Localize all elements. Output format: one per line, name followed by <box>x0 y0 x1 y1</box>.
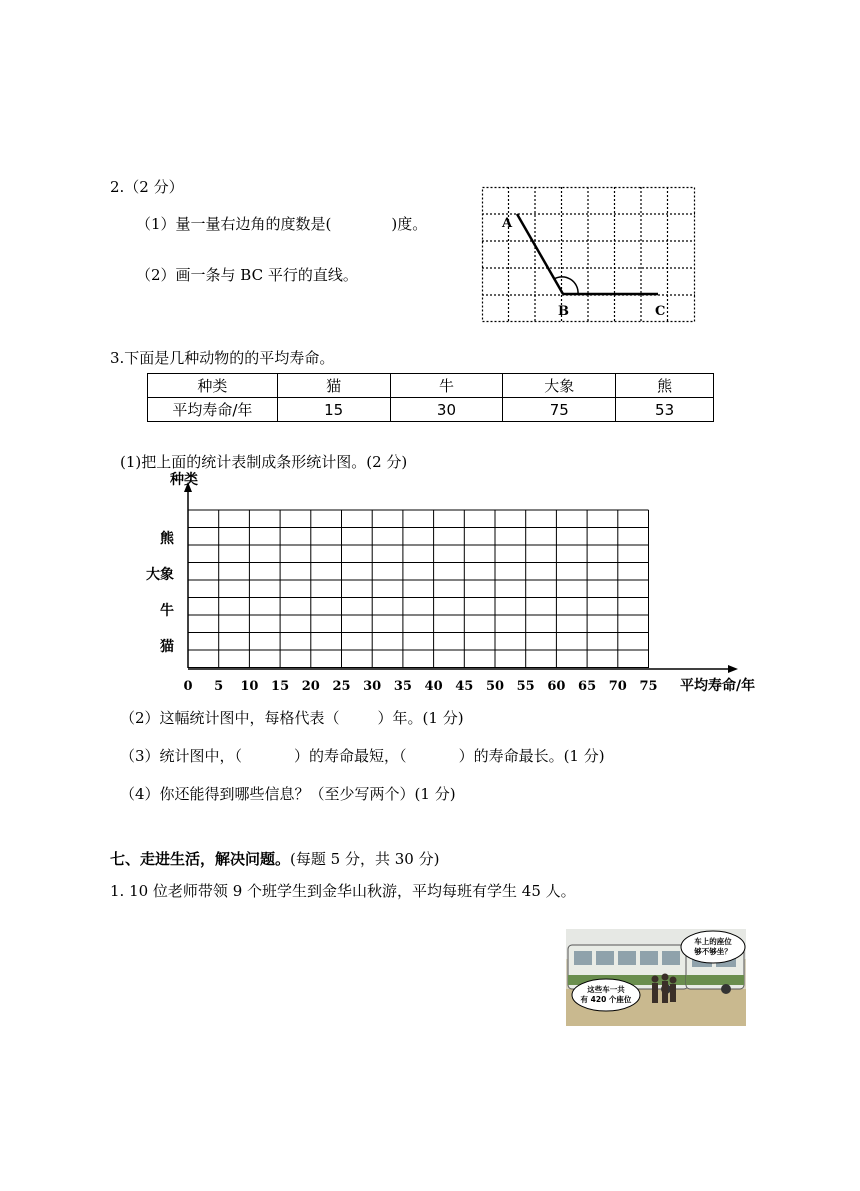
category-label: 熊 <box>160 531 174 547</box>
tick-label: 25 <box>332 679 351 694</box>
q3-part3-text-a: （3）统计图中，（ <box>120 747 243 765</box>
category-labels <box>146 530 175 655</box>
y-axis-label: 种类 <box>170 472 198 488</box>
q3-part3-text-b: ）的寿命最短，（ <box>294 747 407 765</box>
angle-diagram <box>482 187 696 323</box>
speech-bubble-bottom <box>572 979 640 1011</box>
q3-part3 <box>120 745 605 766</box>
q2-part1 <box>136 213 427 234</box>
tick-label: 70 <box>608 679 627 694</box>
x-axis-label: 平均寿命/年 <box>680 678 756 694</box>
point-a-label: A <box>502 216 513 231</box>
bubble-top-line1: 车上的座位 <box>694 937 732 946</box>
q3-part2 <box>120 707 464 728</box>
q3-heading: 3.下面是几种动物的的平均寿命。 <box>110 349 335 367</box>
tick-label: 45 <box>455 679 474 694</box>
table-cell: 熊 <box>616 374 714 398</box>
section7-note: (每题 5 分，共 30 分) <box>290 850 440 868</box>
bubble-bottom-line2: 有 420 个座位 <box>580 995 632 1004</box>
q2-part1-text: （1）量一量右边角的度数是( <box>136 215 332 233</box>
people-icon <box>652 974 677 1004</box>
q3-part3-text-c: ）的寿命最长。(1 分) <box>458 747 605 765</box>
tick-label: 60 <box>547 679 566 694</box>
tick-label: 20 <box>301 679 320 694</box>
table-cell: 15 <box>277 398 390 422</box>
tick-label: 10 <box>240 679 259 694</box>
bubble-bottom-line1: 这些车一共 <box>587 985 625 994</box>
bus-scene-picture <box>566 929 746 1026</box>
table-cell: 大象 <box>503 374 616 398</box>
q3-part2-tail: ）年。(1 分) <box>377 709 464 727</box>
category-label: 牛 <box>160 603 174 619</box>
q2-part2: （2）画一条与 BC 平行的直线。 <box>136 266 358 284</box>
tick-label: 75 <box>639 679 658 694</box>
chart-axes <box>184 482 738 673</box>
q2-heading: 2.（2 分） <box>110 178 184 196</box>
segment-ab <box>517 214 563 294</box>
tick-label: 30 <box>363 679 382 694</box>
table-cell: 平均寿命/年 <box>148 398 278 422</box>
point-b-label: B <box>558 304 569 319</box>
q3-part1: (1)把上面的统计表制成条形统计图。(2 分) <box>120 453 408 471</box>
section7-q1: 1. 10 位老师带领 9 个班学生到金华山秋游，平均每班有学生 45 人。 <box>110 882 576 900</box>
tick-labels <box>183 679 657 694</box>
table-cell: 猫 <box>277 374 390 398</box>
tick-label: 40 <box>424 679 443 694</box>
speech-bubble-top <box>681 931 745 963</box>
x-axis-arrow-icon <box>728 665 738 673</box>
point-c-label: C <box>655 304 666 319</box>
table-cell: 牛 <box>390 374 503 398</box>
table-cell: 53 <box>616 398 714 422</box>
tick-label: 65 <box>578 679 597 694</box>
table-row <box>148 374 714 398</box>
table-cell: 30 <box>390 398 503 422</box>
section7-heading <box>110 848 439 869</box>
tick-label: 5 <box>214 679 224 694</box>
tick-label: 0 <box>183 679 193 694</box>
table-row <box>148 398 714 422</box>
section7-title: 七、走进生活，解决问题。 <box>110 850 291 868</box>
chart-grid <box>188 510 649 668</box>
q2-part1-tail: )度。 <box>391 215 428 233</box>
table-cell: 75 <box>503 398 616 422</box>
tick-label: 15 <box>271 679 290 694</box>
q3-part2-text: （2）这幅统计图中，每格代表（ <box>120 709 340 727</box>
q3-part4: （4）你还能得到哪些信息？（至少写两个）(1 分) <box>120 785 456 803</box>
tick-label: 55 <box>516 679 535 694</box>
tick-label: 50 <box>485 679 505 694</box>
category-label: 大象 <box>146 567 174 583</box>
tick-label: 35 <box>393 679 412 694</box>
table-cell: 种类 <box>148 374 278 398</box>
category-label: 猫 <box>160 639 174 655</box>
lifespan-table <box>147 373 714 422</box>
bubble-top-line2: 够不够坐？ <box>694 947 732 956</box>
bar-chart <box>146 470 770 695</box>
